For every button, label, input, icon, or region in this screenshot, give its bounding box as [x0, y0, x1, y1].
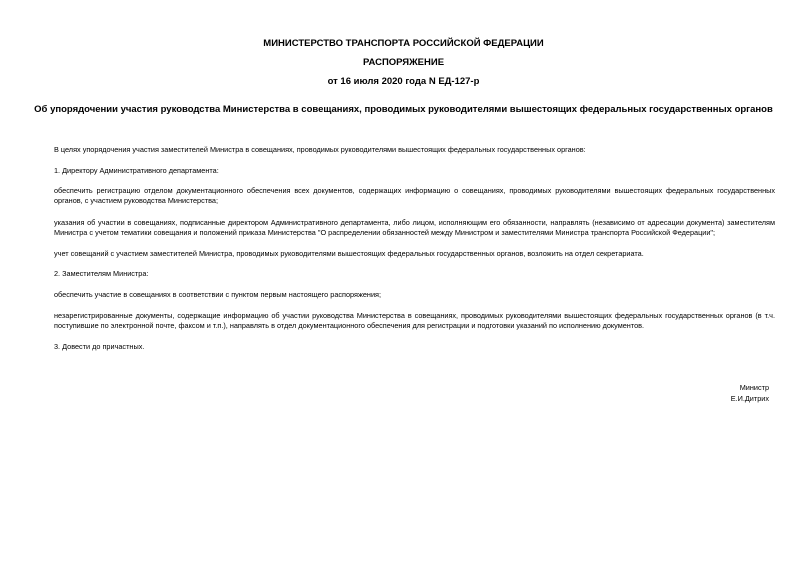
ministry-name: МИНИСТЕРСТВО ТРАНСПОРТА РОССИЙСКОЙ ФЕДЕРАЦИИ: [263, 38, 544, 49]
item1-paragraph-c: учет совещаний с участием заместителей Министра, проводимых руководителями вышестоящих федеральных государственных органов, возложить на отдел секретариата.: [54, 249, 644, 258]
signature-position: Министр: [739, 383, 769, 392]
signature-name: Е.И.Дитрих: [730, 394, 769, 403]
item1-heading: 1. Директору Административного департамента:: [54, 166, 219, 175]
item3-paragraph: 3. Довести до причастных.: [54, 342, 145, 351]
item2-paragraph-b: незарегистрированные документы, содержащие информацию об участии руководства Министерства в совещаниях, проводимых руководителями вышестоящих федеральных государственных органов (в т.ч. поступившие по электронной почте, факсом и т.п.), направлять в отдел документационного обеспечения для регистрации и подготовки указаний по исполнению документов.: [54, 311, 775, 330]
item1-paragraph-a: обеспечить регистрацию отделом документационного обеспечения всех документов, содержащих информацию о совещаниях, проводимых руководителями вышестоящих федеральных государственных органов, с участием руководства Министерства;: [54, 186, 775, 205]
document-type: РАСПОРЯЖЕНИЕ: [362, 57, 445, 68]
document-date-number: от 16 июля 2020 года N ЕД-127-р: [327, 76, 480, 87]
item1-paragraph-b: указания об участии в совещаниях, подписанные директором Административного департамента, либо лицом, исполняющим его обязанности, направлять (независимо от адресации документа) заместителям Министра с учетом тематики совещания и положений приказа Министерства "О распределении обязанностей между Министром и заместителями Министра транспорта Российской Федерации";: [54, 218, 775, 237]
intro-paragraph: В целях упорядочения участия заместителей Министра в совещаниях, проводимых руководителями вышестоящих федеральных государственных органов:: [54, 145, 586, 154]
item2-paragraph-a: обеспечить участие в совещаниях в соответствии с пунктом первым настоящего распоряжения;: [54, 290, 381, 299]
document-title: Об упорядочении участия руководства Министерства в совещаниях, проводимых руководителями вышестоящих федеральных государственных органов: [34, 104, 773, 115]
item2-heading: 2. Заместителям Министра:: [54, 269, 149, 278]
